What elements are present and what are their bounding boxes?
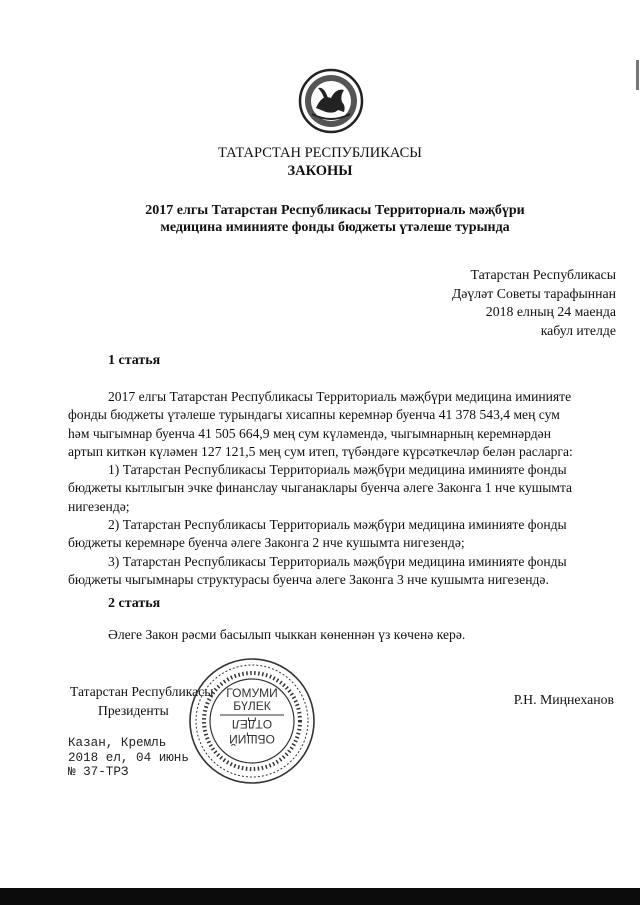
place-city: Казан, Кремль [68, 736, 167, 750]
article-1-line: 1) Татарстан Республикасы Территориаль мәҗбүри медицина иминияте фонды [108, 462, 567, 478]
president-title-line-2: Президенты [98, 702, 169, 718]
seal-line-2: БҮЛЕК [233, 699, 271, 713]
adoption-line: 2018 елның 24 маенда [485, 304, 616, 320]
place-date-number [68, 736, 189, 780]
seal-line-3: ОТДЕЛ [231, 717, 273, 731]
article-1-line: бюджеты керемнәре буенча әлеге Законга 2 нче кушымта нигезендә; [68, 535, 465, 551]
article-1-line: бюджеты кытлыгын эчке финанслау чыганаклары буенча әлеге Законга 1 нче кушымта [68, 480, 573, 496]
seal-line-4: ОБЩИЙ [229, 732, 275, 746]
adoption-line: Татарстан Республикасы [470, 267, 616, 282]
adoption-line: кабул ителде [540, 322, 616, 338]
article-1-line: 2017 елгы Татарстан Республикасы Территориаль мәҗбүри медицина иминияте [108, 389, 572, 404]
article-1-line: нигезендә; [68, 498, 130, 514]
article-1-heading: 1 статья [108, 353, 161, 368]
header-republic: ТАТАРСТАН РЕСПУБЛИКАСЫ [218, 145, 422, 161]
article-2-heading: 2 статья [108, 596, 161, 611]
article-1-body [68, 388, 614, 589]
signer-name: Р.Н. Миңнеханов [513, 692, 614, 707]
article-1-line: һәм чыгымнар буенча 41 505 664,9 мең сум күләмендә, чыгымнарның керемнәрдән [68, 425, 551, 441]
place-number: № 37-ТРЗ [68, 765, 129, 779]
scan-edge-mark [636, 60, 639, 90]
president-title-line-1: Татарстан Республикасы [70, 684, 214, 699]
adoption-line: Дәүләт Советы тарафыннан [451, 285, 616, 301]
scan-bottom-bar [0, 888, 640, 905]
tatarstan-emblem-icon [298, 68, 364, 134]
official-seal-icon [186, 655, 318, 787]
article-1-line: фонды бюджеты үтәлеше турындагы хисапны керемнәр буенча 41 378 543,4 мең сум [68, 407, 560, 423]
article-1-line: 3) Татарстан Республикасы Территориаль мәҗбүри медицина иминияте фонды [108, 553, 567, 569]
place-date: 2018 ел, 04 июнь [68, 750, 189, 765]
article-2-text: Әлеге Закон рәсми басылып чыккан көненнән үз көченә керә. [108, 627, 466, 642]
article-1-line: бюджеты чыгымнары структурасы буенча әлеге Законга 3 нче кушымта нигезендә. [68, 571, 549, 587]
adoption-note [452, 266, 616, 340]
article-1-line: 2) Татарстан Республикасы Территориаль мәҗбүри медицина иминияте фонды [108, 517, 567, 533]
header-law: ЗАКОНЫ [287, 163, 353, 179]
law-title-line-1: 2017 елгы Татарстан Республикасы Территориаль мәҗбүри [145, 203, 525, 218]
law-title-line-2: медицина иминияте фонды бюджеты үтәлеше турында [160, 220, 510, 235]
article-1-line: артып киткән күләмен 127 121,5 мең сум итеп, түбәндәге күрсәткечләр белән расларга: [68, 443, 573, 459]
seal-line-1: ГОМУМИ [226, 686, 278, 700]
